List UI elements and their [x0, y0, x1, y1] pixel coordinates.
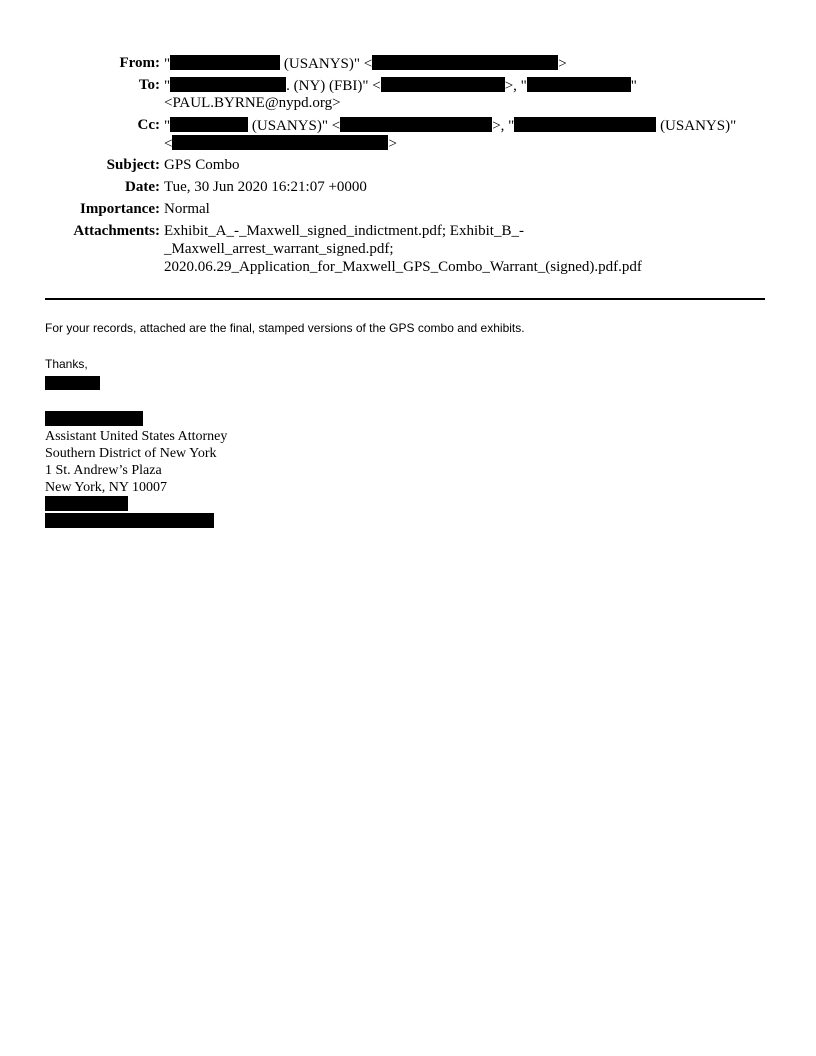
redaction: [172, 135, 388, 150]
signature-office: Southern District of New York: [45, 446, 217, 461]
signature-city: New York, NY 10007: [45, 480, 167, 495]
redaction: [45, 496, 128, 511]
redaction: [170, 77, 286, 92]
redaction: [372, 55, 558, 70]
attachments-line-1: Exhibit_A_-_Maxwell_signed_indictment.pdf; Exhibit_B_-: [164, 223, 524, 239]
signature-street: 1 St. Andrew’s Plaza: [45, 463, 162, 478]
from-value: " (USANYS)" < >: [164, 56, 567, 72]
redaction: [170, 55, 280, 70]
signature-title: Assistant United States Attorney: [45, 429, 228, 444]
header-divider: [45, 298, 765, 300]
attachments-line-2: _Maxwell_arrest_warrant_signed.pdf;: [164, 241, 394, 257]
closing-text: Thanks,: [45, 357, 88, 371]
importance-label: Importance:: [80, 201, 160, 217]
subject-label: Subject:: [106, 157, 160, 173]
cc-label: Cc:: [137, 117, 160, 133]
redaction: [45, 411, 143, 426]
importance-value: Normal: [164, 201, 210, 217]
redaction: [45, 513, 214, 528]
cc-value-line2: < >: [164, 136, 397, 152]
redaction: [527, 77, 631, 92]
from-label: From:: [119, 55, 160, 71]
redaction: [340, 117, 492, 132]
to-label: To:: [138, 77, 160, 93]
date-label: Date:: [125, 179, 160, 195]
redaction: [514, 117, 656, 132]
redaction: [45, 376, 100, 390]
redaction: [170, 117, 248, 132]
attachments-line-3: 2020.06.29_Application_for_Maxwell_GPS_Combo_Warrant_(signed).pdf.pdf: [164, 259, 642, 275]
message-text: For your records, attached are the final, stamped versions of the GPS combo and exhibits.: [45, 321, 525, 335]
redaction: [381, 77, 505, 92]
subject-value: GPS Combo: [164, 157, 240, 173]
date-value: Tue, 30 Jun 2020 16:21:07 +0000: [164, 179, 367, 195]
attachments-label: Attachments:: [73, 223, 160, 239]
to-value-line2: <PAUL.BYRNE@nypd.org>: [164, 95, 341, 111]
cc-value: " (USANYS)" < >, " (USANYS)": [164, 118, 737, 134]
to-value: " . (NY) (FBI)" < >, " ": [164, 78, 637, 94]
